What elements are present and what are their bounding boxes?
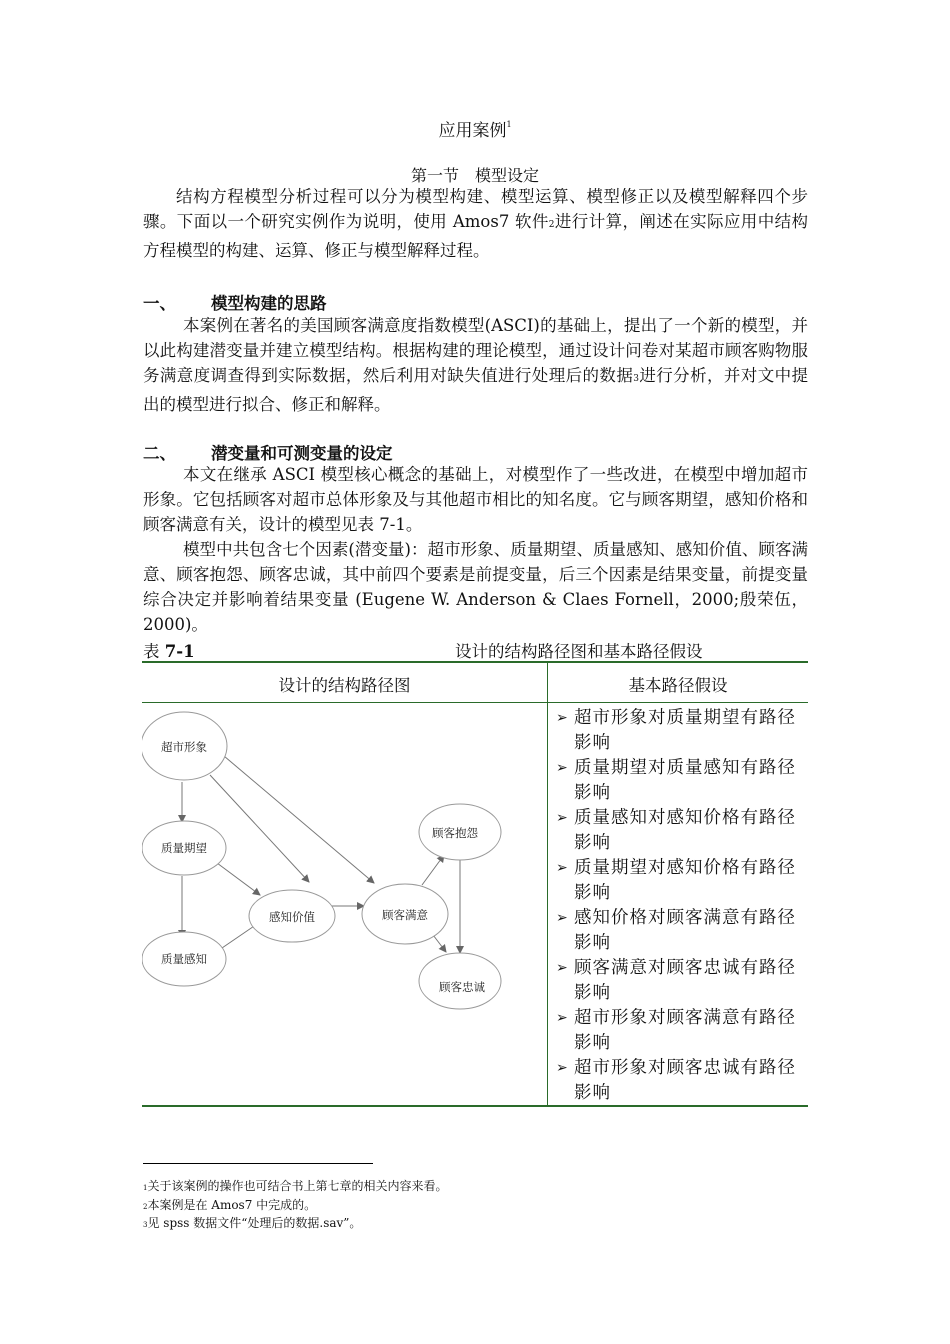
node-label-loyal: 顾客忠诚 — [439, 980, 485, 994]
path-image-value — [210, 775, 309, 882]
structural-path-diagram — [142, 700, 546, 1030]
footnote-mark: 3 — [633, 374, 639, 384]
heading-2: 二、 潜变量和可测变量的设定 — [143, 444, 393, 463]
footnote-2: 2本案例是在 Amos7 中完成的。 — [143, 1198, 317, 1212]
arrow-bullet-icon: ➢ — [556, 960, 569, 976]
node-label-perceive: 质量感知 — [161, 952, 207, 966]
table-caption-title: 设计的结构路径图和基本路径假设 — [455, 642, 703, 661]
paragraph-1: 本案例在著名的美国顾客满意度指数模型(ASCI)的基础上，提出了一个新的模型，并以此构建潜变量并建立模型结构。根据构建的理论模型，通过设计问卷对某超市顾客购物服务满意度调查得到实际数据，然后利用对缺失值进行处理后的数据3进行分析，并对文中提出的模型进行拟合、修正和解释。 — [143, 316, 809, 414]
section-title: 第一节 模型设定 — [410, 166, 539, 185]
node-label-complain: 顾客抱怨 — [432, 826, 478, 840]
paragraph-3: 模型中共包含七个因素(潜变量)：超市形象、质量期望、质量感知、感知价值、顾客满意、顾客抱怨、顾客忠诚，其中前四个要素是前提变量，后三个因素是结果变量，前提变量综合决定并影响着结果变量 (Eugene W. Anderson & Claes Fornell，2000;殷荣伍，2000)。 — [143, 540, 808, 634]
path-expect-value — [217, 863, 260, 895]
paragraph-2: 本文在继承 ASCI 模型核心概念的基础上，对模型作了一些改进，在模型中增加超市形象。它包括顾客对超市总体形象及与其他超市相比的知名度。它与顾客期望，感知价格和顾客满意有关，设计的模型见表 7-1。 — [143, 465, 808, 534]
hypothesis-item: ➢ 质量期望对感知价格有路径影响 — [556, 858, 796, 903]
table-header-hypotheses: 基本路径假设 — [628, 676, 728, 695]
footnote-3: 3见 spss 数据文件“处理后的数据.sav”。 — [143, 1216, 362, 1230]
footnote-mark: 1 — [506, 120, 512, 129]
node-label-image: 超市形象 — [161, 740, 207, 754]
path-satisfy-complain — [422, 855, 444, 885]
hypothesis-item: ➢ 质量感知对感知价格有路径影响 — [556, 808, 796, 853]
hypothesis-item: ➢ 超市形象对顾客忠诚有路径影响 — [556, 1058, 796, 1103]
node-label-expect: 质量期望 — [161, 841, 207, 855]
footnote-mark: 2 — [548, 220, 555, 230]
hypothesis-item: ➢ 超市形象对顾客满意有路径影响 — [556, 1008, 796, 1053]
heading-1: 一、 模型构建的思路 — [143, 294, 327, 313]
arrow-bullet-icon: ➢ — [556, 910, 569, 926]
page-title: 应用案例$^1$ — [438, 120, 512, 141]
node-label-satisfy: 顾客满意 — [382, 908, 428, 922]
table-caption-label: 表 7-1 — [143, 642, 195, 661]
node-label-value: 感知价值 — [269, 910, 315, 924]
arrow-bullet-icon: ➢ — [556, 1010, 569, 1026]
arrow-bullet-icon: ➢ — [556, 860, 569, 876]
footnote-divider — [143, 1163, 373, 1164]
arrow-bullet-icon: ➢ — [556, 810, 569, 826]
hypothesis-list — [556, 706, 806, 1106]
intro-paragraph: 结构方程模型分析过程可以分为模型构建、模型运算、模型修正以及模型解释四个步骤。下面以一个研究实例作为说明，使用 Amos7 软件2进行计算，阐述在实际应用中结构方程模型的构建、运算、修正与模型解释过程。 — [143, 187, 809, 260]
hypothesis-item: ➢ 质量期望对质量感知有路径影响 — [556, 758, 796, 803]
footnote-1: 1关于该案例的操作也可结合书上第七章的相关内容来看。 — [143, 1179, 448, 1193]
hypothesis-item: ➢ 顾客满意对顾客忠诚有路径影响 — [556, 958, 796, 1003]
path-image-satisfy — [224, 756, 374, 883]
arrow-bullet-icon: ➢ — [556, 1060, 569, 1076]
arrow-bullet-icon: ➢ — [556, 710, 569, 726]
table-header-diagram: 设计的结构路径图 — [278, 676, 411, 695]
hypothesis-item: ➢ 超市形象对质量期望有路径影响 — [556, 708, 796, 753]
arrow-bullet-icon: ➢ — [556, 760, 569, 776]
table-top-rule — [142, 661, 808, 663]
hypothesis-item: ➢ 感知价格对顾客满意有路径影响 — [556, 908, 796, 953]
table-column-divider — [547, 663, 548, 1105]
